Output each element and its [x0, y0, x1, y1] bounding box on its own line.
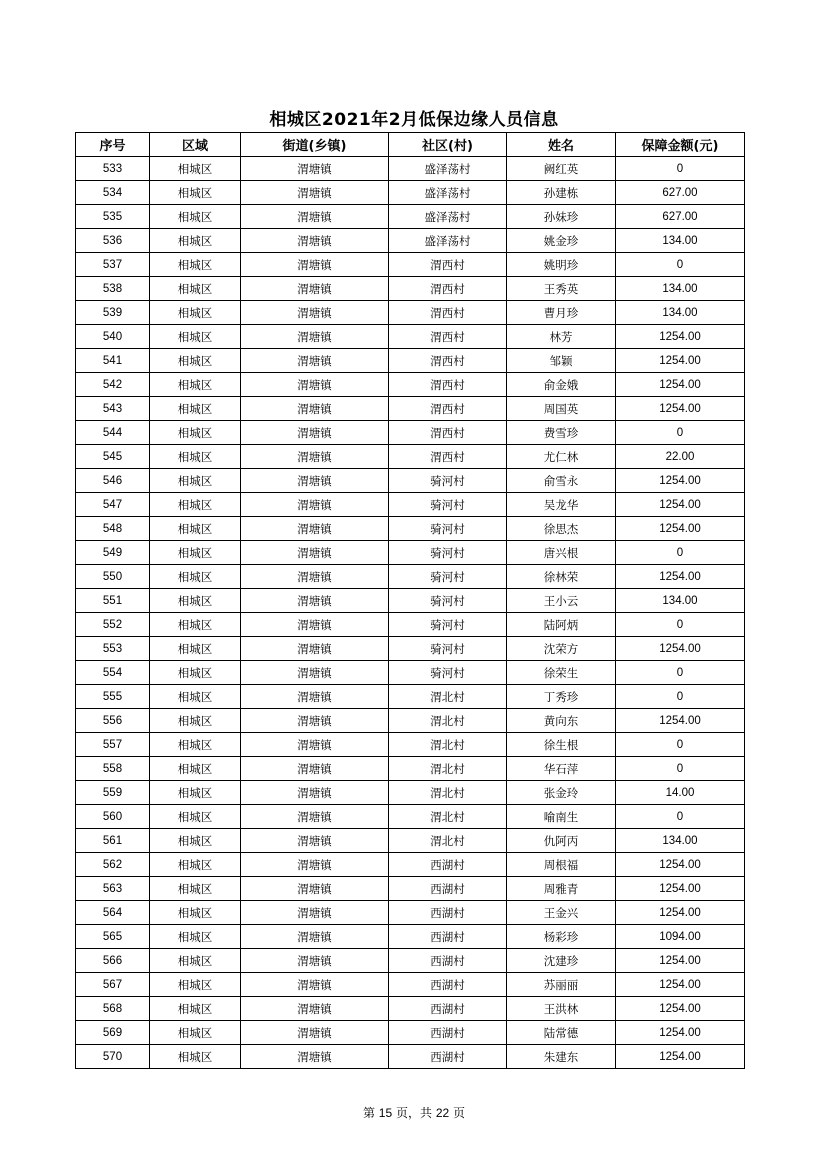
table-row — [76, 997, 745, 1021]
row-index: 540 — [76, 325, 150, 349]
table-row — [76, 565, 745, 589]
row-person-name: 朱建东 — [507, 1045, 616, 1069]
row-town: 渭塘镇 — [241, 1021, 389, 1045]
row-town: 渭塘镇 — [241, 685, 389, 709]
row-district: 相城区 — [150, 661, 241, 685]
row-amount: 0 — [616, 733, 745, 757]
row-village: 渭西村 — [389, 445, 507, 469]
row-district: 相城区 — [150, 277, 241, 301]
table-row — [76, 253, 745, 277]
row-town: 渭塘镇 — [241, 493, 389, 517]
row-district: 相城区 — [150, 229, 241, 253]
row-index: 539 — [76, 301, 150, 325]
row-person-name: 陆阿炳 — [507, 613, 616, 637]
table-row — [76, 445, 745, 469]
row-index: 556 — [76, 709, 150, 733]
row-village: 渭西村 — [389, 253, 507, 277]
row-district: 相城区 — [150, 397, 241, 421]
row-district: 相城区 — [150, 709, 241, 733]
benefit-table — [75, 132, 745, 1069]
row-district: 相城区 — [150, 829, 241, 853]
footer-page-number: 15 — [378, 1106, 393, 1120]
row-village: 骑河村 — [389, 541, 507, 565]
header-amount: 保障金额(元) — [616, 133, 745, 157]
row-person-name: 王秀英 — [507, 277, 616, 301]
page-footer — [0, 1104, 828, 1121]
table-row — [76, 541, 745, 565]
row-town: 渭塘镇 — [241, 901, 389, 925]
row-amount: 0 — [616, 613, 745, 637]
row-village: 盛泽荡村 — [389, 205, 507, 229]
row-person-name: 丁秀珍 — [507, 685, 616, 709]
row-index: 568 — [76, 997, 150, 1021]
row-amount: 14.00 — [616, 781, 745, 805]
row-district: 相城区 — [150, 925, 241, 949]
row-amount: 0 — [616, 421, 745, 445]
row-amount: 134.00 — [616, 277, 745, 301]
row-district: 相城区 — [150, 613, 241, 637]
row-district: 相城区 — [150, 637, 241, 661]
row-town: 渭塘镇 — [241, 733, 389, 757]
row-person-name: 姚金珍 — [507, 229, 616, 253]
row-person-name: 徐生根 — [507, 733, 616, 757]
row-person-name: 王小云 — [507, 589, 616, 613]
row-town: 渭塘镇 — [241, 757, 389, 781]
row-town: 渭塘镇 — [241, 301, 389, 325]
footer-suffix: 页 — [453, 1106, 466, 1120]
row-town: 渭塘镇 — [241, 661, 389, 685]
table-row — [76, 493, 745, 517]
row-district: 相城区 — [150, 205, 241, 229]
row-village: 西湖村 — [389, 853, 507, 877]
row-town: 渭塘镇 — [241, 469, 389, 493]
row-person-name: 姚明珍 — [507, 253, 616, 277]
row-district: 相城区 — [150, 325, 241, 349]
row-town: 渭塘镇 — [241, 325, 389, 349]
header-district: 区域 — [150, 133, 241, 157]
table-row — [76, 421, 745, 445]
row-village: 骑河村 — [389, 613, 507, 637]
table-row — [76, 781, 745, 805]
row-person-name: 俞雪永 — [507, 469, 616, 493]
row-amount: 0 — [616, 661, 745, 685]
row-index: 536 — [76, 229, 150, 253]
row-index: 560 — [76, 805, 150, 829]
table-header-row — [76, 133, 745, 157]
table-row — [76, 685, 745, 709]
row-district: 相城区 — [150, 757, 241, 781]
table-row — [76, 373, 745, 397]
row-district: 相城区 — [150, 589, 241, 613]
row-town: 渭塘镇 — [241, 709, 389, 733]
row-index: 553 — [76, 637, 150, 661]
table-row — [76, 661, 745, 685]
row-amount: 1254.00 — [616, 949, 745, 973]
row-village: 渭西村 — [389, 277, 507, 301]
row-village: 渭西村 — [389, 421, 507, 445]
row-amount: 1254.00 — [616, 709, 745, 733]
row-index: 564 — [76, 901, 150, 925]
table-row — [76, 397, 745, 421]
row-index: 541 — [76, 349, 150, 373]
row-town: 渭塘镇 — [241, 589, 389, 613]
row-amount: 0 — [616, 757, 745, 781]
row-index: 544 — [76, 421, 150, 445]
row-town: 渭塘镇 — [241, 829, 389, 853]
row-person-name: 周雅青 — [507, 877, 616, 901]
row-village: 西湖村 — [389, 973, 507, 997]
row-village: 渭西村 — [389, 301, 507, 325]
row-person-name: 华石萍 — [507, 757, 616, 781]
row-amount: 134.00 — [616, 301, 745, 325]
row-amount: 22.00 — [616, 445, 745, 469]
row-district: 相城区 — [150, 949, 241, 973]
row-person-name: 陆常德 — [507, 1021, 616, 1045]
row-district: 相城区 — [150, 517, 241, 541]
row-town: 渭塘镇 — [241, 373, 389, 397]
row-amount: 1254.00 — [616, 373, 745, 397]
row-town: 渭塘镇 — [241, 637, 389, 661]
row-town: 渭塘镇 — [241, 1045, 389, 1069]
row-index: 542 — [76, 373, 150, 397]
row-person-name: 俞金娥 — [507, 373, 616, 397]
row-town: 渭塘镇 — [241, 181, 389, 205]
row-index: 561 — [76, 829, 150, 853]
row-town: 渭塘镇 — [241, 973, 389, 997]
row-amount: 1254.00 — [616, 325, 745, 349]
row-person-name: 孙建栋 — [507, 181, 616, 205]
row-amount: 1254.00 — [616, 901, 745, 925]
row-amount: 627.00 — [616, 181, 745, 205]
table-row — [76, 829, 745, 853]
footer-middle: 页，共 — [395, 1106, 432, 1120]
table-row — [76, 949, 745, 973]
row-index: 563 — [76, 877, 150, 901]
row-district: 相城区 — [150, 253, 241, 277]
row-person-name: 阙红英 — [507, 157, 616, 181]
table-row — [76, 205, 745, 229]
row-district: 相城区 — [150, 469, 241, 493]
row-district: 相城区 — [150, 1045, 241, 1069]
row-town: 渭塘镇 — [241, 541, 389, 565]
row-village: 渭北村 — [389, 733, 507, 757]
row-district: 相城区 — [150, 301, 241, 325]
row-index: 570 — [76, 1045, 150, 1069]
row-person-name: 王金兴 — [507, 901, 616, 925]
row-person-name: 唐兴根 — [507, 541, 616, 565]
page-title: 相城区2021年2月低保边缘人员信息 — [269, 110, 559, 130]
row-index: 548 — [76, 517, 150, 541]
row-village: 西湖村 — [389, 1045, 507, 1069]
row-town: 渭塘镇 — [241, 397, 389, 421]
row-amount: 134.00 — [616, 589, 745, 613]
row-amount: 1254.00 — [616, 997, 745, 1021]
row-village: 渭北村 — [389, 709, 507, 733]
row-village: 西湖村 — [389, 997, 507, 1021]
row-amount: 0 — [616, 157, 745, 181]
table-row — [76, 805, 745, 829]
row-town: 渭塘镇 — [241, 565, 389, 589]
row-index: 546 — [76, 469, 150, 493]
table-row — [76, 1045, 745, 1069]
row-village: 盛泽荡村 — [389, 157, 507, 181]
row-person-name: 苏丽丽 — [507, 973, 616, 997]
row-district: 相城区 — [150, 445, 241, 469]
row-district: 相城区 — [150, 877, 241, 901]
row-index: 555 — [76, 685, 150, 709]
row-index: 550 — [76, 565, 150, 589]
row-village: 西湖村 — [389, 949, 507, 973]
row-amount: 1254.00 — [616, 973, 745, 997]
row-district: 相城区 — [150, 541, 241, 565]
row-index: 554 — [76, 661, 150, 685]
row-index: 566 — [76, 949, 150, 973]
row-district: 相城区 — [150, 997, 241, 1021]
table-row — [76, 277, 745, 301]
row-district: 相城区 — [150, 853, 241, 877]
row-district: 相城区 — [150, 805, 241, 829]
row-district: 相城区 — [150, 1021, 241, 1045]
row-index: 549 — [76, 541, 150, 565]
row-town: 渭塘镇 — [241, 421, 389, 445]
row-amount: 0 — [616, 541, 745, 565]
row-town: 渭塘镇 — [241, 253, 389, 277]
header-village: 社区(村) — [389, 133, 507, 157]
row-district: 相城区 — [150, 685, 241, 709]
table-row — [76, 613, 745, 637]
row-town: 渭塘镇 — [241, 445, 389, 469]
table-row — [76, 973, 745, 997]
row-amount: 1254.00 — [616, 877, 745, 901]
row-index: 558 — [76, 757, 150, 781]
row-person-name: 吴龙华 — [507, 493, 616, 517]
row-village: 渭西村 — [389, 373, 507, 397]
table-row — [76, 901, 745, 925]
row-village: 骑河村 — [389, 469, 507, 493]
row-town: 渭塘镇 — [241, 949, 389, 973]
row-amount: 1254.00 — [616, 397, 745, 421]
row-amount: 1254.00 — [616, 1021, 745, 1045]
row-village: 骑河村 — [389, 493, 507, 517]
row-village: 西湖村 — [389, 901, 507, 925]
table-row — [76, 349, 745, 373]
table-row — [76, 181, 745, 205]
table-row — [76, 853, 745, 877]
row-person-name: 黄向东 — [507, 709, 616, 733]
row-person-name: 周根福 — [507, 853, 616, 877]
row-village: 盛泽荡村 — [389, 181, 507, 205]
row-village: 西湖村 — [389, 877, 507, 901]
row-town: 渭塘镇 — [241, 781, 389, 805]
row-village: 渭西村 — [389, 349, 507, 373]
row-person-name: 喻南生 — [507, 805, 616, 829]
row-village: 西湖村 — [389, 1021, 507, 1045]
row-town: 渭塘镇 — [241, 997, 389, 1021]
row-village: 渭北村 — [389, 781, 507, 805]
row-district: 相城区 — [150, 973, 241, 997]
row-index: 533 — [76, 157, 150, 181]
row-person-name: 尤仁林 — [507, 445, 616, 469]
row-person-name: 沈建珍 — [507, 949, 616, 973]
table-row — [76, 877, 745, 901]
table-row — [76, 229, 745, 253]
row-village: 渭北村 — [389, 685, 507, 709]
table-row — [76, 157, 745, 181]
row-person-name: 林芳 — [507, 325, 616, 349]
table-row — [76, 517, 745, 541]
row-amount: 1254.00 — [616, 469, 745, 493]
row-district: 相城区 — [150, 373, 241, 397]
row-index: 545 — [76, 445, 150, 469]
row-index: 551 — [76, 589, 150, 613]
row-village: 渭西村 — [389, 397, 507, 421]
row-village: 渭北村 — [389, 757, 507, 781]
table-row — [76, 469, 745, 493]
table-body — [76, 157, 745, 1069]
row-district: 相城区 — [150, 157, 241, 181]
row-index: 567 — [76, 973, 150, 997]
table-row — [76, 757, 745, 781]
row-amount: 1254.00 — [616, 517, 745, 541]
row-index: 543 — [76, 397, 150, 421]
row-index: 547 — [76, 493, 150, 517]
header-town: 街道(乡镇) — [241, 133, 389, 157]
row-village: 骑河村 — [389, 517, 507, 541]
row-district: 相城区 — [150, 565, 241, 589]
row-district: 相城区 — [150, 733, 241, 757]
row-amount: 1254.00 — [616, 565, 745, 589]
row-index: 559 — [76, 781, 150, 805]
row-amount: 134.00 — [616, 229, 745, 253]
table-row — [76, 637, 745, 661]
row-village: 骑河村 — [389, 637, 507, 661]
row-town: 渭塘镇 — [241, 517, 389, 541]
table-row — [76, 325, 745, 349]
row-amount: 1254.00 — [616, 1045, 745, 1069]
row-person-name: 孙妹珍 — [507, 205, 616, 229]
row-district: 相城区 — [150, 493, 241, 517]
row-town: 渭塘镇 — [241, 349, 389, 373]
row-town: 渭塘镇 — [241, 157, 389, 181]
row-town: 渭塘镇 — [241, 613, 389, 637]
row-index: 552 — [76, 613, 150, 637]
table-row — [76, 589, 745, 613]
row-amount: 0 — [616, 253, 745, 277]
row-index: 565 — [76, 925, 150, 949]
row-index: 534 — [76, 181, 150, 205]
row-amount: 1254.00 — [616, 349, 745, 373]
row-amount: 1094.00 — [616, 925, 745, 949]
header-index: 序号 — [76, 133, 150, 157]
row-index: 569 — [76, 1021, 150, 1045]
row-amount: 0 — [616, 805, 745, 829]
row-village: 盛泽荡村 — [389, 229, 507, 253]
row-amount: 1254.00 — [616, 853, 745, 877]
row-person-name: 费雪珍 — [507, 421, 616, 445]
row-index: 538 — [76, 277, 150, 301]
row-district: 相城区 — [150, 421, 241, 445]
footer-prefix: 第 — [362, 1106, 375, 1120]
row-town: 渭塘镇 — [241, 277, 389, 301]
table-row — [76, 1021, 745, 1045]
row-town: 渭塘镇 — [241, 877, 389, 901]
row-person-name: 仇阿丙 — [507, 829, 616, 853]
row-index: 562 — [76, 853, 150, 877]
row-person-name: 徐思杰 — [507, 517, 616, 541]
row-amount: 1254.00 — [616, 493, 745, 517]
row-person-name: 张金玲 — [507, 781, 616, 805]
row-village: 骑河村 — [389, 589, 507, 613]
table-row — [76, 925, 745, 949]
row-person-name: 周国英 — [507, 397, 616, 421]
row-person-name: 徐荣生 — [507, 661, 616, 685]
row-person-name: 曹月珍 — [507, 301, 616, 325]
row-amount: 627.00 — [616, 205, 745, 229]
row-village: 渭北村 — [389, 805, 507, 829]
row-amount: 0 — [616, 685, 745, 709]
table-row — [76, 733, 745, 757]
row-town: 渭塘镇 — [241, 853, 389, 877]
row-person-name: 沈荣方 — [507, 637, 616, 661]
footer-total-pages: 22 — [435, 1106, 450, 1120]
row-village: 骑河村 — [389, 661, 507, 685]
row-person-name: 徐林荣 — [507, 565, 616, 589]
row-index: 557 — [76, 733, 150, 757]
row-person-name: 杨彩珍 — [507, 925, 616, 949]
row-village: 骑河村 — [389, 565, 507, 589]
header-name: 姓名 — [507, 133, 616, 157]
row-town: 渭塘镇 — [241, 205, 389, 229]
row-district: 相城区 — [150, 901, 241, 925]
row-amount: 1254.00 — [616, 637, 745, 661]
row-village: 渭西村 — [389, 325, 507, 349]
row-index: 537 — [76, 253, 150, 277]
row-person-name: 王洪林 — [507, 997, 616, 1021]
row-village: 西湖村 — [389, 925, 507, 949]
row-district: 相城区 — [150, 781, 241, 805]
row-person-name: 邹颖 — [507, 349, 616, 373]
row-index: 535 — [76, 205, 150, 229]
row-amount: 134.00 — [616, 829, 745, 853]
row-town: 渭塘镇 — [241, 229, 389, 253]
table-row — [76, 709, 745, 733]
row-village: 渭北村 — [389, 829, 507, 853]
row-town: 渭塘镇 — [241, 925, 389, 949]
row-district: 相城区 — [150, 181, 241, 205]
row-town: 渭塘镇 — [241, 805, 389, 829]
row-district: 相城区 — [150, 349, 241, 373]
table-row — [76, 301, 745, 325]
